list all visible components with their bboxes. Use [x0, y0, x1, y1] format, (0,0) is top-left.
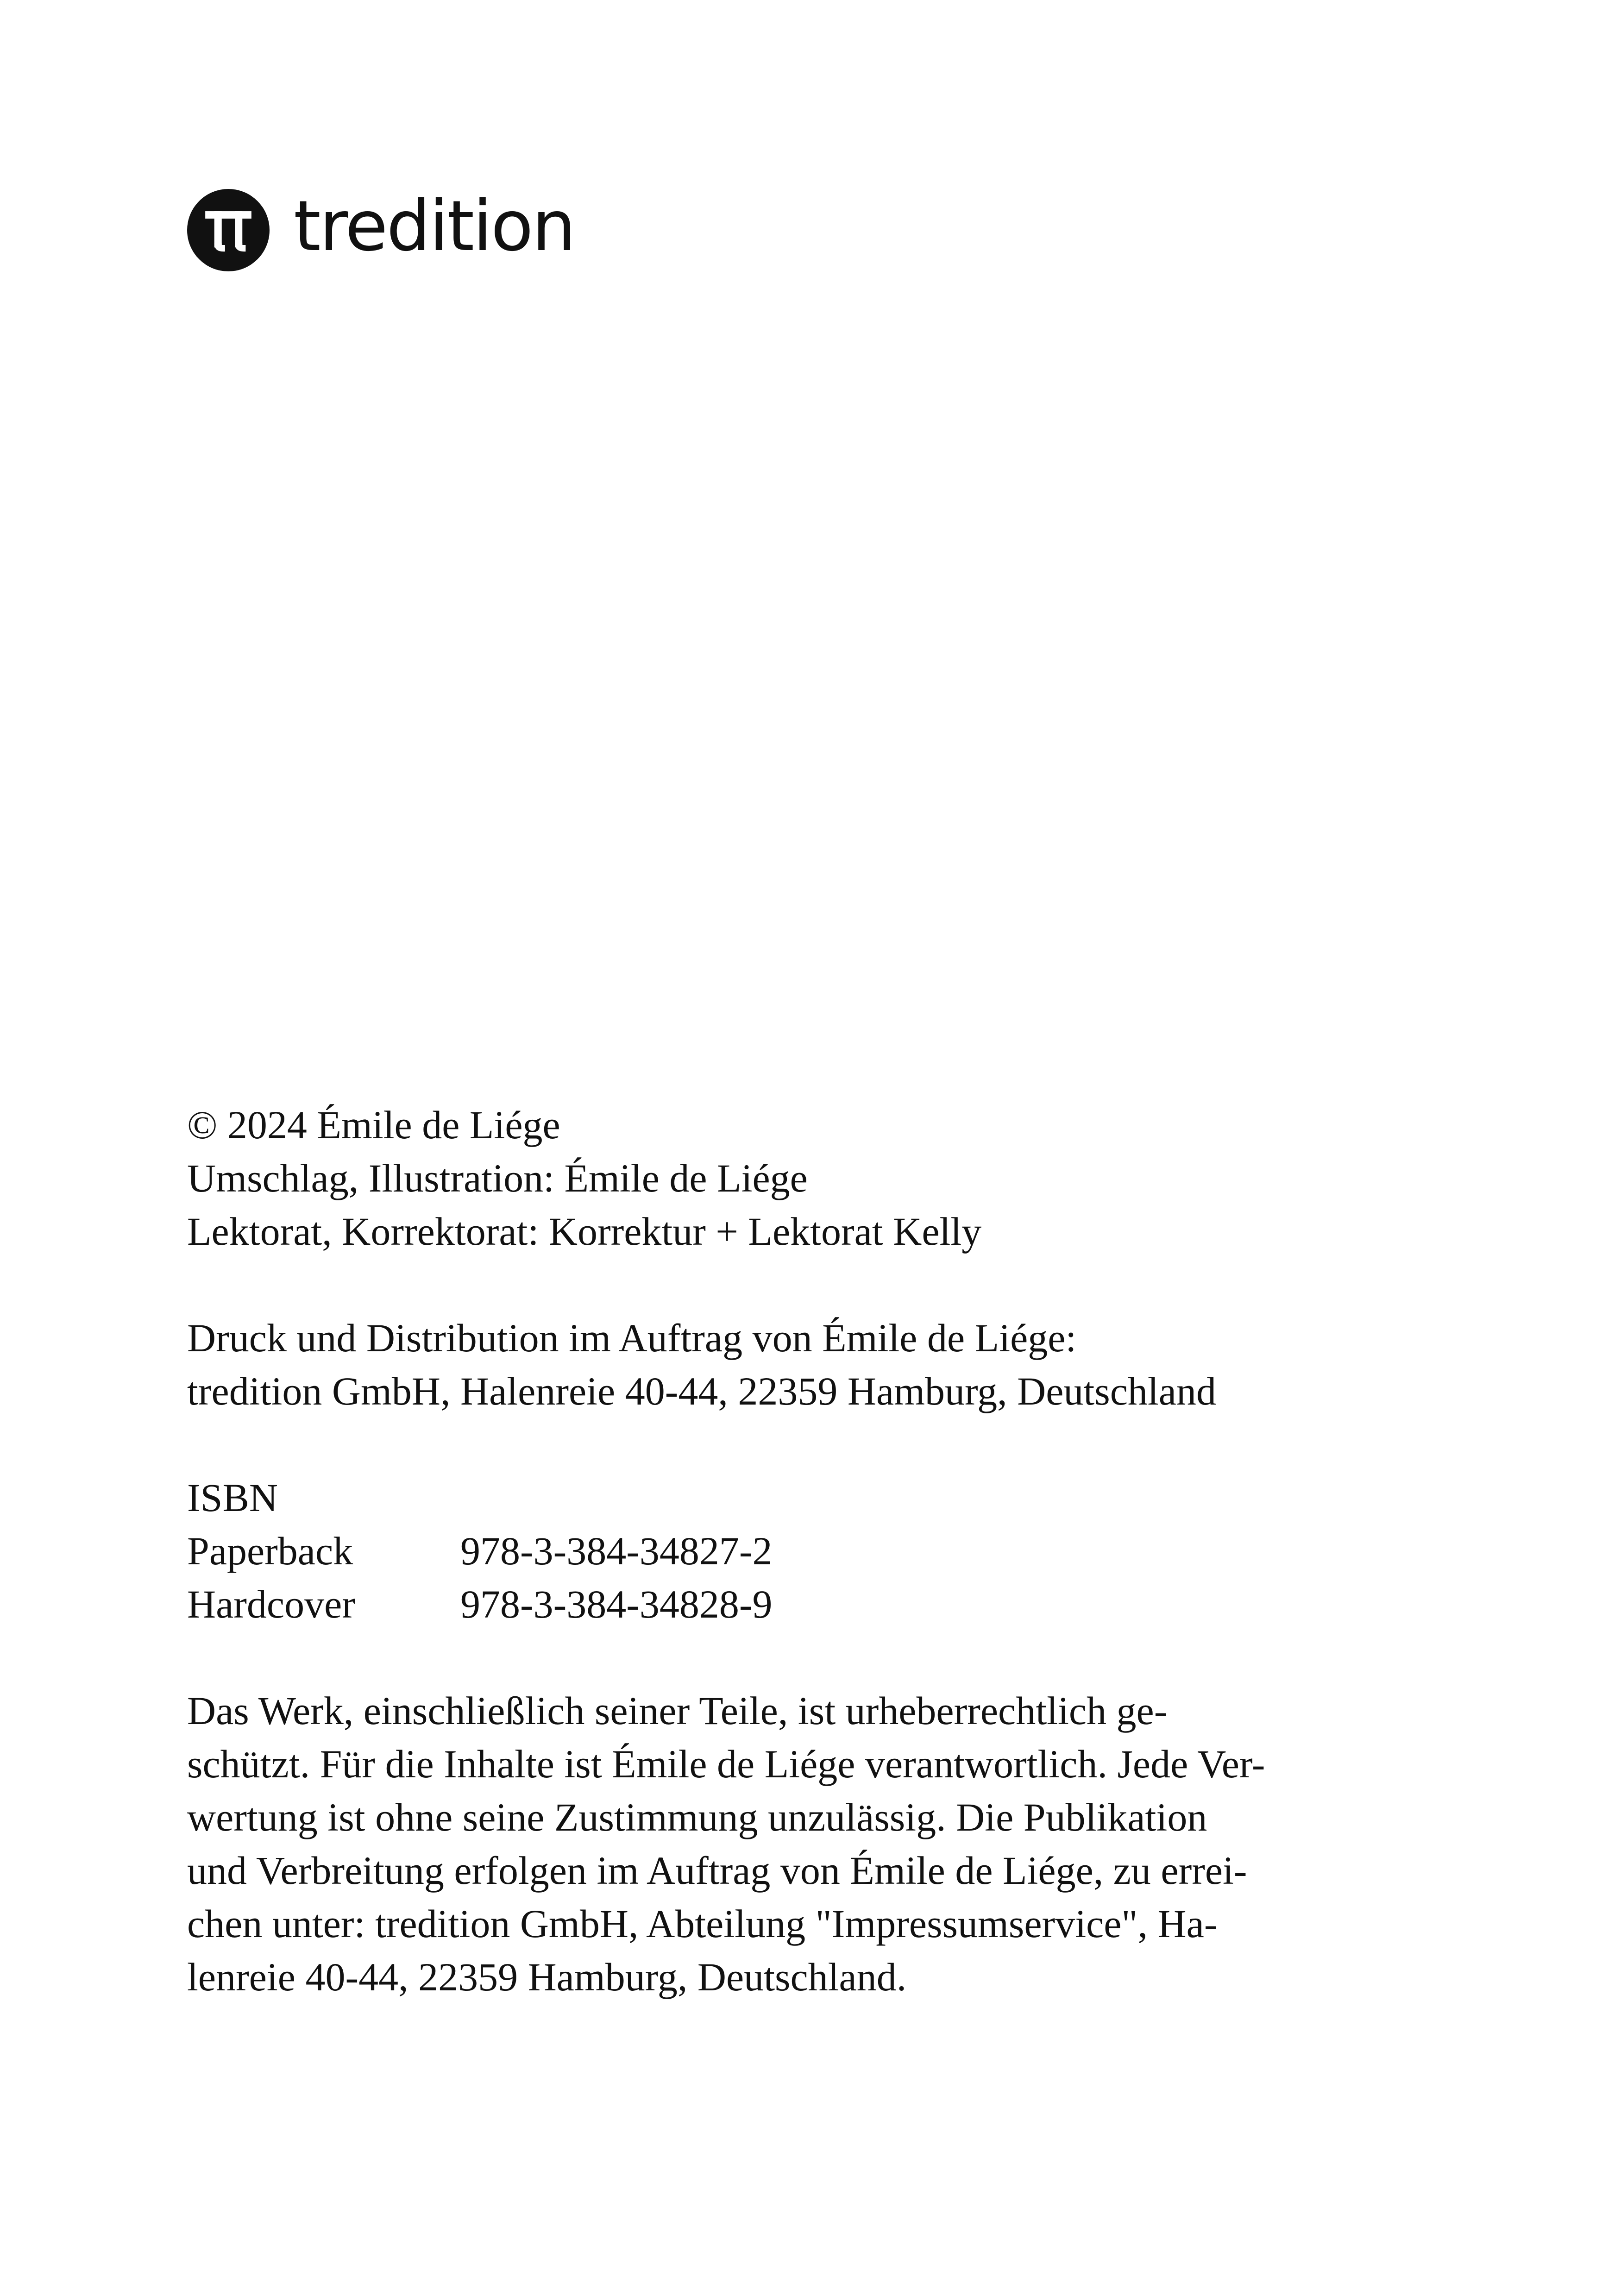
isbn-type: Paperback	[187, 1529, 353, 1573]
legal-line: schützt. Für die Inhalte ist Émile de Liége verantwortlich. Jede Ver-	[187, 1742, 1265, 1786]
editing-credit: Lektorat, Korrektorat: Korrektur + Lektorat Kelly	[187, 1209, 982, 1254]
copyright-line: © 2024 Émile de Liége	[187, 1103, 560, 1147]
cover-credit: Umschlag, Illustration: Émile de Liége	[187, 1156, 808, 1200]
publisher-logo	[187, 186, 575, 271]
legal-line: Das Werk, einschließlich seiner Teile, ist urheberrechtlich ge-	[187, 1688, 1168, 1733]
distribution-line-2: tredition GmbH, Halenreie 40-44, 22359 Hamburg, Deutschland	[187, 1369, 1216, 1413]
isbn-type: Hardcover	[187, 1582, 355, 1626]
legal-line: und Verbreitung erfolgen im Auftrag von Émile de Liége, zu errei-	[187, 1848, 1247, 1893]
isbn-row-hardcover	[187, 1578, 1484, 1631]
legal-notice	[187, 1684, 1484, 2004]
tredition-logo-icon	[187, 189, 270, 271]
logo-wordmark: tredition	[294, 186, 575, 267]
isbn-number: 978-3-384-34827-2	[460, 1529, 773, 1573]
distribution-line-1: Druck und Distribution im Auftrag von Émile de Liége:	[187, 1316, 1077, 1360]
spacer	[187, 1418, 1484, 1471]
legal-line: wertung ist ohne seine Zustimmung unzulässig. Die Publikation	[187, 1795, 1207, 1839]
spacer	[187, 1631, 1484, 1684]
legal-line: lenreie 40-44, 22359 Hamburg, Deutschland.	[187, 1955, 907, 1999]
isbn-heading: ISBN	[187, 1475, 278, 1520]
legal-line: chen unter: tredition GmbH, Abteilung "Impressumservice", Ha-	[187, 1901, 1218, 1946]
spacer	[187, 1258, 1484, 1311]
imprint-block	[187, 1098, 1484, 2004]
isbn-number: 978-3-384-34828-9	[460, 1582, 773, 1626]
isbn-row-paperback	[187, 1524, 1484, 1578]
